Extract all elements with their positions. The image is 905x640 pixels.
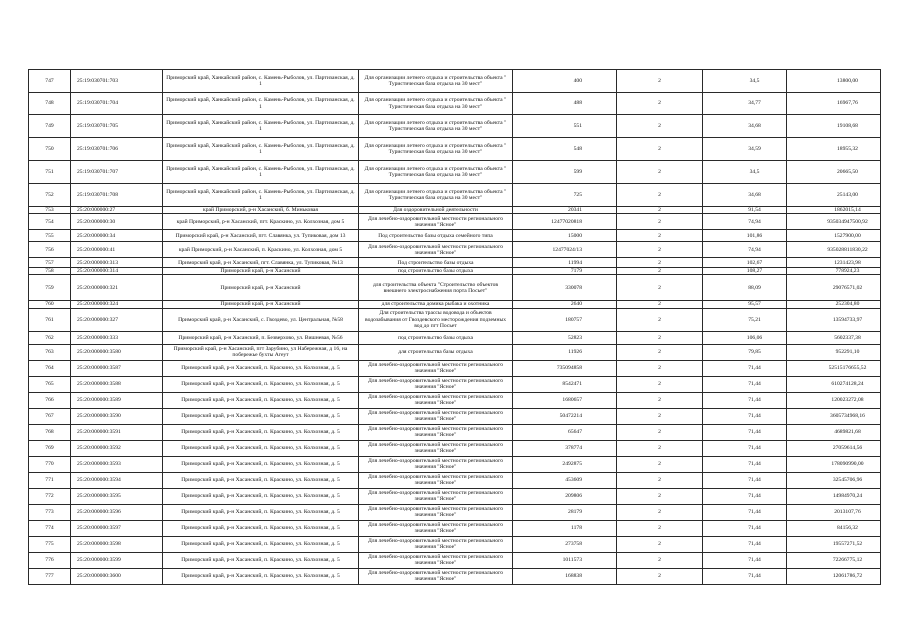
cadastral-number-cell: 25:19:030701:705 xyxy=(71,115,163,138)
cadastral-cost-cell: 1527900,00 xyxy=(787,230,881,242)
category-cell: 2 xyxy=(617,184,703,207)
cadastral-number-cell: 25:20:000000:314 xyxy=(71,268,163,275)
table-row xyxy=(29,568,881,584)
category-cell: 2 xyxy=(617,520,703,536)
permitted-use-cell: Для организации летнего отдыха и строительства объекта " Туристическая база отдыха на 30 мест" xyxy=(359,161,513,184)
area-cell: 8542471 xyxy=(513,376,617,392)
row-number-cell: 766 xyxy=(29,392,71,408)
table-row xyxy=(29,376,881,392)
rate-cell: 75,21 xyxy=(703,308,787,331)
cadastral-number-cell: 25:20:000000:3598 xyxy=(71,536,163,552)
cadastral-number-cell: 25:19:030701:707 xyxy=(71,161,163,184)
address-cell: Приморский край, Ханкайский район, с. Камень-Рыболов, ул. Партизанская, д. 1 xyxy=(163,70,359,93)
cadastral-cost-cell: 778924,23 xyxy=(787,268,881,275)
cadastral-number-cell: 25:20:000000:3597 xyxy=(71,520,163,536)
rate-cell: 71,44 xyxy=(703,472,787,488)
table-row xyxy=(29,552,881,568)
row-number-cell: 756 xyxy=(29,242,71,258)
cadastral-cost-cell: 52515176655,52 xyxy=(787,360,881,376)
permitted-use-cell: Для лечебно-оздоровительной местности регионального значения "Ясное" xyxy=(359,408,513,424)
cadastral-number-cell: 25:20:000000:321 xyxy=(71,275,163,301)
permitted-use-cell: Для лечебно-оздоровительной местности регионального значения "Ясное" xyxy=(359,520,513,536)
category-cell: 2 xyxy=(617,408,703,424)
table-row xyxy=(29,488,881,504)
address-cell: Приморский край, Ханкайский район, с. Камень-Рыболов, ул. Партизанская, д. 1 xyxy=(163,115,359,138)
permitted-use-cell: Для оздоровительной деятельности xyxy=(359,207,513,214)
cadastral-number-cell: 25:20:000000:41 xyxy=(71,242,163,258)
row-number-cell: 750 xyxy=(29,138,71,161)
category-cell: 2 xyxy=(617,301,703,308)
category-cell: 2 xyxy=(617,308,703,331)
cadastral-number-cell: 25:19:030701:706 xyxy=(71,138,163,161)
category-cell: 2 xyxy=(617,214,703,230)
row-number-cell: 771 xyxy=(29,472,71,488)
cadastral-cost-cell: 13594733,97 xyxy=(787,308,881,331)
row-number-cell: 761 xyxy=(29,308,71,331)
row-number-cell: 775 xyxy=(29,536,71,552)
address-cell: край Приморский, р-н Хасанский, п. Краскино, ул. Колхозная, дом 5 xyxy=(163,242,359,258)
area-cell: 330078 xyxy=(513,275,617,301)
category-cell: 2 xyxy=(617,472,703,488)
rate-cell: 71,44 xyxy=(703,392,787,408)
address-cell: Приморский край, р-н Хасанский, п. Краскино, ул. Колхозная, д. 5 xyxy=(163,568,359,584)
row-number-cell: 773 xyxy=(29,504,71,520)
table-row xyxy=(29,115,881,138)
permitted-use-cell: Для лечебно-оздоровительной местности регионального значения "Ясное" xyxy=(359,360,513,376)
rate-cell: 71,44 xyxy=(703,424,787,440)
area-cell: 2640 xyxy=(513,301,617,308)
cadastral-number-cell: 25:20:000000:3590 xyxy=(71,408,163,424)
category-cell: 2 xyxy=(617,424,703,440)
table-row xyxy=(29,93,881,115)
cadastral-cost-cell: 14984970,24 xyxy=(787,488,881,504)
row-number-cell: 772 xyxy=(29,488,71,504)
rate-cell: 106,06 xyxy=(703,331,787,344)
cadastral-cost-cell: 935034947500,92 xyxy=(787,214,881,230)
row-number-cell: 763 xyxy=(29,344,71,360)
area-cell: 1680657 xyxy=(513,392,617,408)
row-number-cell: 751 xyxy=(29,161,71,184)
permitted-use-cell: для строительства объекта "Строительство объектов внешнего электроснабжения порта Посьет" xyxy=(359,275,513,301)
cadastral-number-cell: 25:20:000000:333 xyxy=(71,331,163,344)
area-cell: 11926 xyxy=(513,344,617,360)
area-cell: 735094858 xyxy=(513,360,617,376)
address-cell: край Приморский, р-н Хасанский, б. Миньковая xyxy=(163,207,359,214)
category-cell: 2 xyxy=(617,275,703,301)
area-cell: 488 xyxy=(513,93,617,115)
row-number-cell: 769 xyxy=(29,440,71,456)
cadastral-cost-cell: 29076571,02 xyxy=(787,275,881,301)
row-number-cell: 767 xyxy=(29,408,71,424)
rate-cell: 71,44 xyxy=(703,568,787,584)
rate-cell: 71,44 xyxy=(703,536,787,552)
table-row xyxy=(29,408,881,424)
address-cell: Приморский край, Ханкайский район, с. Камень-Рыболов, ул. Партизанская, д. 1 xyxy=(163,93,359,115)
row-number-cell: 770 xyxy=(29,456,71,472)
address-cell: Приморский край, р-н Хасанский, п. Краскино, ул. Колхозная, д. 5 xyxy=(163,552,359,568)
cadastral-cost-cell: 610274128,24 xyxy=(787,376,881,392)
table-row xyxy=(29,344,881,360)
row-number-cell: 762 xyxy=(29,331,71,344)
rate-cell: 71,44 xyxy=(703,440,787,456)
area-cell: 28179 xyxy=(513,504,617,520)
area-cell: 400 xyxy=(513,70,617,93)
rate-cell: 71,44 xyxy=(703,360,787,376)
cadastral-cost-cell: 19108,68 xyxy=(787,115,881,138)
address-cell: Приморский край, р-н Хасанский, п. Краскино, ул. Колхозная, д. 5 xyxy=(163,536,359,552)
row-number-cell: 747 xyxy=(29,70,71,93)
cadastral-number-cell: 25:20:000000:3587 xyxy=(71,360,163,376)
permitted-use-cell: Для организации летнего отдыха и строительства объекта " Туристическая база отдыха на 30 мест" xyxy=(359,184,513,207)
address-cell: Приморский край, р-н Хасанский, пгт Зарубино, ул Набережная, д 16, на побережье бухты Агеут xyxy=(163,344,359,360)
table-row xyxy=(29,360,881,376)
category-cell: 2 xyxy=(617,488,703,504)
address-cell: Приморский край, Ханкайский район, с. Камень-Рыболов, ул. Партизанская, д. 1 xyxy=(163,138,359,161)
table-row xyxy=(29,456,881,472)
row-number-cell: 774 xyxy=(29,520,71,536)
area-cell: 65647 xyxy=(513,424,617,440)
category-cell: 2 xyxy=(617,207,703,214)
rate-cell: 34,68 xyxy=(703,184,787,207)
permitted-use-cell: Для лечебно-оздоровительной местности регионального значения "Ясное" xyxy=(359,536,513,552)
cadastral-cost-cell: 178090990,00 xyxy=(787,456,881,472)
address-cell: Приморский край, р-н Хасанский, пгт. Славянка, ул. Тупиковая, дом 13 xyxy=(163,230,359,242)
table-row xyxy=(29,472,881,488)
cadastral-number-cell: 25:20:000000:3594 xyxy=(71,472,163,488)
row-number-cell: 768 xyxy=(29,424,71,440)
table-row xyxy=(29,138,881,161)
rate-cell: 71,44 xyxy=(703,488,787,504)
rate-cell: 88,09 xyxy=(703,275,787,301)
row-number-cell: 752 xyxy=(29,184,71,207)
cadastral-cost-cell: 935028811830,22 xyxy=(787,242,881,258)
address-cell: Приморский край, р-н Хасанский, п. Краскино, ул. Колхозная, д. 5 xyxy=(163,472,359,488)
rate-cell: 71,44 xyxy=(703,520,787,536)
row-number-cell: 753 xyxy=(29,207,71,214)
category-cell: 2 xyxy=(617,230,703,242)
rate-cell: 71,44 xyxy=(703,504,787,520)
table-row xyxy=(29,308,881,331)
cadastral-number-cell: 25:20:000000:34 xyxy=(71,230,163,242)
rate-cell: 102,67 xyxy=(703,258,787,268)
cadastral-number-cell: 25:20:000000:3580 xyxy=(71,344,163,360)
cadastral-cost-cell: 84156,32 xyxy=(787,520,881,536)
cadastral-cost-cell: 252304,80 xyxy=(787,301,881,308)
table-row xyxy=(29,504,881,520)
row-number-cell: 759 xyxy=(29,275,71,301)
cadastral-number-cell: 25:20:000000:3600 xyxy=(71,568,163,584)
address-cell: Приморский край, р-н Хасанский, п. Безверхово, ул. Вишневая, №56 xyxy=(163,331,359,344)
row-number-cell: 777 xyxy=(29,568,71,584)
row-number-cell: 749 xyxy=(29,115,71,138)
category-cell: 2 xyxy=(617,138,703,161)
cadastral-cost-cell: 120023272,08 xyxy=(787,392,881,408)
cadastral-number-cell: 25:20:000000:3595 xyxy=(71,488,163,504)
address-cell: Приморский край, р-н Хасанский xyxy=(163,275,359,301)
table-row xyxy=(29,424,881,440)
address-cell: Приморский край, р-н Хасанский, п. Краскино, ул. Колхозная, д. 5 xyxy=(163,392,359,408)
cadastral-cost-cell: 72266775,12 xyxy=(787,552,881,568)
permitted-use-cell: под строительство базы отдыха xyxy=(359,268,513,275)
cadastral-number-cell: 25:20:000000:3592 xyxy=(71,440,163,456)
permitted-use-cell: Для лечебно-оздоровительной местности регионального значения "Ясное" xyxy=(359,376,513,392)
area-cell: 168838 xyxy=(513,568,617,584)
cadastral-number-cell: 25:20:000000:30 xyxy=(71,214,163,230)
cadastral-number-cell: 25:19:030701:703 xyxy=(71,70,163,93)
address-cell: Приморский край, р-н Хасанский xyxy=(163,268,359,275)
rate-cell: 34,5 xyxy=(703,161,787,184)
permitted-use-cell: для строительства домика рыбака и охотника xyxy=(359,301,513,308)
area-cell: 725 xyxy=(513,184,617,207)
permitted-use-cell: Под строительство базы отдыха xyxy=(359,258,513,268)
rate-cell: 91,54 xyxy=(703,207,787,214)
cadastral-cost-cell: 5602337,38 xyxy=(787,331,881,344)
category-cell: 2 xyxy=(617,331,703,344)
permitted-use-cell: Для лечебно-оздоровительной местности регионального значения "Ясное" xyxy=(359,488,513,504)
category-cell: 2 xyxy=(617,344,703,360)
category-cell: 2 xyxy=(617,268,703,275)
area-cell: 50472214 xyxy=(513,408,617,424)
cadastral-number-cell: 25:20:000000:3588 xyxy=(71,376,163,392)
category-cell: 2 xyxy=(617,242,703,258)
cadastral-cost-cell: 1862015,14 xyxy=(787,207,881,214)
rate-cell: 34,68 xyxy=(703,115,787,138)
rate-cell: 34,5 xyxy=(703,70,787,93)
row-number-cell: 758 xyxy=(29,268,71,275)
address-cell: Приморский край, р-н Хасанский, п. Краскино, ул. Колхозная, д. 5 xyxy=(163,376,359,392)
rate-cell: 71,44 xyxy=(703,376,787,392)
cadastral-number-cell: 25:19:030701:708 xyxy=(71,184,163,207)
permitted-use-cell: Для строительства трассы водовода и объектов водозабывания от Гвоздевского месторождения подземных вод до пгт Посьет xyxy=(359,308,513,331)
area-cell: 15000 xyxy=(513,230,617,242)
row-number-cell: 757 xyxy=(29,258,71,268)
cadastral-number-cell: 25:20:000000:3593 xyxy=(71,456,163,472)
area-cell: 7179 xyxy=(513,268,617,275)
area-cell: 180757 xyxy=(513,308,617,331)
category-cell: 2 xyxy=(617,258,703,268)
cadastral-number-cell: 25:20:000000:27 xyxy=(71,207,163,214)
permitted-use-cell: для строительства базы отдыха xyxy=(359,344,513,360)
permitted-use-cell: Для лечебно-оздоровительной местности регионального значения "Ясное" xyxy=(359,456,513,472)
table-row xyxy=(29,536,881,552)
permitted-use-cell: Для лечебно-оздоровительной местности регионального значения "Ясное" xyxy=(359,392,513,408)
table-row xyxy=(29,258,881,268)
cadastral-cost-cell: 2013107,76 xyxy=(787,504,881,520)
table-row xyxy=(29,70,881,93)
area-cell: 273758 xyxy=(513,536,617,552)
permitted-use-cell: Для лечебно-оздоровительной местности регионального значения "Ясное" xyxy=(359,440,513,456)
permitted-use-cell: Для лечебно-оздоровительной местности регионального значения "Ясное" xyxy=(359,504,513,520)
row-number-cell: 748 xyxy=(29,93,71,115)
permitted-use-cell: под строительство базы отдыха xyxy=(359,331,513,344)
permitted-use-cell: Для лечебно-оздоровительной местности регионального значения "Ясное" xyxy=(359,552,513,568)
area-cell: 548 xyxy=(513,138,617,161)
table-row xyxy=(29,161,881,184)
area-cell: 1178 xyxy=(513,520,617,536)
rate-cell: 101,86 xyxy=(703,230,787,242)
permitted-use-cell: Для лечебно-оздоровительной местности регионального значения "Ясное" xyxy=(359,214,513,230)
table-row xyxy=(29,242,881,258)
rate-cell: 79,85 xyxy=(703,344,787,360)
cadastral-number-cell: 25:20:000000:313 xyxy=(71,258,163,268)
table-body xyxy=(29,70,881,585)
area-cell: 11994 xyxy=(513,258,617,268)
rate-cell: 74,94 xyxy=(703,214,787,230)
row-number-cell: 754 xyxy=(29,214,71,230)
area-cell: 12477020818 xyxy=(513,214,617,230)
permitted-use-cell: Под строительство базы отдыха семейного типа xyxy=(359,230,513,242)
address-cell: Приморский край, р-н Хасанский, п. Краскино, ул. Колхозная, д. 5 xyxy=(163,488,359,504)
cadastral-number-cell: 25:20:000000:327 xyxy=(71,308,163,331)
address-cell: Приморский край, р-н Хасанский, п. Краскино, ул. Колхозная, д. 5 xyxy=(163,456,359,472)
cadastral-cost-cell: 952291,10 xyxy=(787,344,881,360)
cadastral-cost-cell: 20665,50 xyxy=(787,161,881,184)
land-plots-table xyxy=(28,69,881,585)
category-cell: 2 xyxy=(617,93,703,115)
cadastral-cost-cell: 27059614,56 xyxy=(787,440,881,456)
table-row xyxy=(29,392,881,408)
category-cell: 2 xyxy=(617,536,703,552)
area-cell: 20341 xyxy=(513,207,617,214)
cadastral-cost-cell: 12061786,72 xyxy=(787,568,881,584)
address-cell: Приморский край, р-н Хасанский, п. Краскино, ул. Колхозная, д. 5 xyxy=(163,424,359,440)
table-row xyxy=(29,440,881,456)
cadastral-cost-cell: 19557271,52 xyxy=(787,536,881,552)
permitted-use-cell: Для лечебно-оздоровительной местности регионального значения "Ясное" xyxy=(359,424,513,440)
cadastral-number-cell: 25:20:000000:324 xyxy=(71,301,163,308)
table-row xyxy=(29,275,881,301)
table-row xyxy=(29,268,881,275)
permitted-use-cell: Для организации летнего отдыха и строительства объекта " Туристическая база отдыха на 30 мест" xyxy=(359,70,513,93)
rate-cell: 74,94 xyxy=(703,242,787,258)
area-cell: 453609 xyxy=(513,472,617,488)
category-cell: 2 xyxy=(617,568,703,584)
rate-cell: 71,44 xyxy=(703,456,787,472)
rate-cell: 34,77 xyxy=(703,93,787,115)
area-cell: 551 xyxy=(513,115,617,138)
cadastral-cost-cell: 25143,00 xyxy=(787,184,881,207)
area-cell: 378774 xyxy=(513,440,617,456)
cadastral-number-cell: 25:20:000000:3589 xyxy=(71,392,163,408)
rate-cell: 95,57 xyxy=(703,301,787,308)
rate-cell: 34,59 xyxy=(703,138,787,161)
row-number-cell: 765 xyxy=(29,376,71,392)
rate-cell: 108,27 xyxy=(703,268,787,275)
cadastral-cost-cell: 1231423,98 xyxy=(787,258,881,268)
address-cell: Приморский край, р-н Хасанский, п. Краскино, ул. Колхозная, д. 5 xyxy=(163,408,359,424)
category-cell: 2 xyxy=(617,440,703,456)
area-cell: 1011573 xyxy=(513,552,617,568)
address-cell: край Приморский, р-н Хасанский, пгт. Краскино, ул. Колхозная, дом 5 xyxy=(163,214,359,230)
cadastral-cost-cell: 4689821,68 xyxy=(787,424,881,440)
row-number-cell: 760 xyxy=(29,301,71,308)
permitted-use-cell: Для организации летнего отдыха и строительства объекта " Туристическая база отдыха на 30 мест" xyxy=(359,93,513,115)
permitted-use-cell: Для лечебно-оздоровительной местности регионального значения "Ясное" xyxy=(359,242,513,258)
address-cell: Приморский край, Ханкайский район, с. Камень-Рыболов, ул. Партизанская, д. 1 xyxy=(163,184,359,207)
category-cell: 2 xyxy=(617,392,703,408)
table-row xyxy=(29,230,881,242)
rate-cell: 71,44 xyxy=(703,408,787,424)
permitted-use-cell: Для организации летнего отдыха и строительства объекта " Туристическая база отдыха на 30 мест" xyxy=(359,138,513,161)
cadastral-number-cell: 25:19:030701:704 xyxy=(71,93,163,115)
area-cell: 599 xyxy=(513,161,617,184)
table-row xyxy=(29,184,881,207)
table-row xyxy=(29,207,881,214)
address-cell: Приморский край, р-н Хасанский, пгт. Славянка, ул. Тупиковая, №13 xyxy=(163,258,359,268)
category-cell: 2 xyxy=(617,115,703,138)
table-row xyxy=(29,301,881,308)
table-row xyxy=(29,331,881,344)
area-cell: 12477024/13 xyxy=(513,242,617,258)
cadastral-cost-cell: 32545706,96 xyxy=(787,472,881,488)
cadastral-cost-cell: 16967,76 xyxy=(787,93,881,115)
address-cell: Приморский край, р-н Хасанский, п. Краскино, ул. Колхозная, д. 5 xyxy=(163,520,359,536)
row-number-cell: 776 xyxy=(29,552,71,568)
address-cell: Приморский край, р-н Хасанский, п. Краскино, ул. Колхозная, д. 5 xyxy=(163,360,359,376)
category-cell: 2 xyxy=(617,161,703,184)
cadastral-number-cell: 25:20:000000:3599 xyxy=(71,552,163,568)
address-cell: Приморский край, Ханкайский район, с. Камень-Рыболов, ул. Партизанская, д. 1 xyxy=(163,161,359,184)
area-cell: 52823 xyxy=(513,331,617,344)
address-cell: Приморский край, р-н Хасанский, п. Краскино, ул. Колхозная, д. 5 xyxy=(163,440,359,456)
cadastral-number-cell: 25:20:000000:3596 xyxy=(71,504,163,520)
address-cell: Приморский край, р-н Хасанский, п. Краскино, ул. Колхозная, д. 5 xyxy=(163,504,359,520)
document-page xyxy=(28,69,880,585)
address-cell: Приморский край, р-н Хасанский xyxy=(163,301,359,308)
cadastral-number-cell: 25:20:000000:3591 xyxy=(71,424,163,440)
category-cell: 2 xyxy=(617,360,703,376)
category-cell: 2 xyxy=(617,456,703,472)
table-row xyxy=(29,520,881,536)
area-cell: 209806 xyxy=(513,488,617,504)
area-cell: 2492875 xyxy=(513,456,617,472)
row-number-cell: 764 xyxy=(29,360,71,376)
rate-cell: 71,44 xyxy=(703,552,787,568)
cadastral-cost-cell: 18955,32 xyxy=(787,138,881,161)
category-cell: 2 xyxy=(617,70,703,93)
category-cell: 2 xyxy=(617,504,703,520)
category-cell: 2 xyxy=(617,552,703,568)
permitted-use-cell: Для лечебно-оздоровительной местности регионального значения "Ясное" xyxy=(359,472,513,488)
cadastral-cost-cell: 3605734968,16 xyxy=(787,408,881,424)
table-row xyxy=(29,214,881,230)
category-cell: 2 xyxy=(617,376,703,392)
permitted-use-cell: Для лечебно-оздоровительной местности регионального значения "Ясное" xyxy=(359,568,513,584)
cadastral-cost-cell: 13800,00 xyxy=(787,70,881,93)
address-cell: Приморский край, р-н Хасанский, с. Гвоздево, ул. Центральная, №58 xyxy=(163,308,359,331)
permitted-use-cell: Для организации летнего отдыха и строительства объекта " Туристическая база отдыха на 30 мест" xyxy=(359,115,513,138)
row-number-cell: 755 xyxy=(29,230,71,242)
